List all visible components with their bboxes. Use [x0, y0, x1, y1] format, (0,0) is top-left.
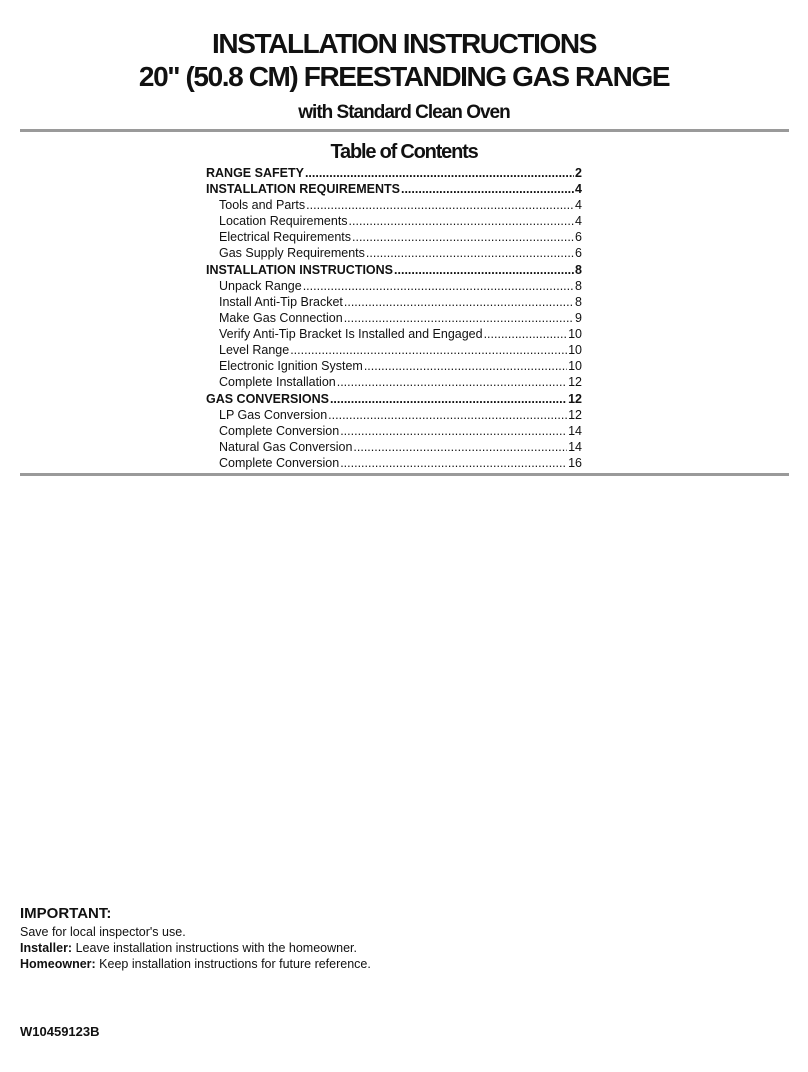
homeowner-text: Keep installation instructions for future reference. [95, 957, 371, 971]
table-of-contents [206, 165, 582, 471]
toc-entry-complete-conversion-lp[interactable] [206, 423, 582, 439]
document-code: W10459123B [20, 1024, 100, 1039]
toc-entry-label: RANGE SAFETY [206, 166, 304, 180]
toc-entry-tools-and-parts[interactable] [206, 197, 582, 213]
toc-entry-label: GAS CONVERSIONS [206, 392, 329, 406]
bottom-divider [20, 473, 789, 476]
toc-dot-leader [328, 407, 567, 423]
toc-entry-installation-requirements[interactable] [206, 181, 582, 197]
toc-entry-install-anti-tip-bracket[interactable] [206, 294, 582, 310]
toc-dot-leader [349, 213, 575, 229]
toc-entry-page: 12 [568, 375, 582, 389]
toc-entry-label: Complete Conversion [219, 456, 340, 470]
toc-dot-leader [366, 245, 574, 261]
toc-entry-unpack-range[interactable] [206, 278, 582, 294]
toc-entry-verify-anti-tip-bracket[interactable] [206, 326, 582, 342]
toc-entry-label: Natural Gas Conversion [219, 440, 353, 454]
toc-entry-label: Electronic Ignition System [219, 359, 363, 373]
toc-entry-page: 10 [568, 359, 582, 373]
installer-note [20, 940, 720, 956]
toc-entry-label: Make Gas Connection [219, 311, 343, 325]
toc-entry-gas-supply-requirements[interactable] [206, 245, 582, 261]
toc-entry-page: 8 [575, 279, 582, 293]
toc-entry-natural-gas-conversion[interactable] [206, 439, 582, 455]
toc-entry-page: 14 [568, 424, 582, 438]
toc-dot-leader [394, 262, 574, 278]
toc-dot-leader [364, 358, 567, 374]
toc-entry-label: Level Range [219, 343, 290, 357]
title-line-2: 20" (50.8 CM) FREESTANDING GAS RANGE [138, 61, 670, 92]
toc-entry-page: 2 [575, 166, 582, 180]
toc-entry-label: Complete Installation [219, 375, 336, 389]
toc-entry-complete-installation[interactable] [206, 374, 582, 390]
installer-text: Leave installation instructions with the homeowner. [72, 941, 357, 955]
toc-entry-label: Location Requirements [219, 214, 348, 228]
toc-dot-leader [303, 278, 574, 294]
inspector-note: Save for local inspector's use. [20, 925, 186, 939]
toc-entry-label: LP Gas Conversion [219, 408, 328, 422]
toc-entry-label: Complete Conversion [219, 424, 340, 438]
toc-dot-leader [340, 455, 567, 471]
toc-entry-label: INSTALLATION REQUIREMENTS [206, 182, 400, 196]
important-heading: IMPORTANT: [20, 905, 112, 922]
toc-entry-page: 8 [575, 263, 582, 277]
toc-title: Table of Contents [330, 141, 478, 163]
toc-entry-label: Install Anti-Tip Bracket [219, 295, 343, 309]
toc-dot-leader [484, 326, 568, 342]
top-divider [20, 129, 789, 132]
toc-entry-page: 4 [575, 182, 582, 196]
toc-dot-leader [330, 391, 567, 407]
toc-dot-leader [344, 294, 574, 310]
toc-entry-page: 12 [568, 392, 582, 406]
toc-entry-page: 9 [575, 311, 582, 325]
toc-entry-label: Unpack Range [219, 279, 302, 293]
toc-entry-page: 10 [568, 327, 582, 341]
toc-dot-leader [306, 197, 574, 213]
toc-entry-label: Electrical Requirements [219, 230, 351, 244]
toc-entry-page: 8 [575, 295, 582, 309]
toc-entry-range-safety[interactable] [206, 165, 582, 181]
toc-dot-leader [344, 310, 574, 326]
important-notice [20, 905, 720, 972]
toc-entry-page: 6 [575, 246, 582, 260]
toc-entry-make-gas-connection[interactable] [206, 310, 582, 326]
toc-dot-leader [352, 229, 574, 245]
homeowner-note [20, 956, 720, 972]
toc-dot-leader [401, 181, 574, 197]
toc-entry-gas-conversions[interactable] [206, 391, 582, 407]
toc-entry-page: 4 [575, 214, 582, 228]
toc-entry-label: INSTALLATION INSTRUCTIONS [206, 263, 394, 277]
toc-dot-leader [340, 423, 567, 439]
toc-entry-level-range[interactable] [206, 342, 582, 358]
toc-dot-leader [290, 342, 567, 358]
toc-entry-label: Tools and Parts [219, 198, 306, 212]
toc-entry-installation-instructions[interactable] [206, 262, 582, 278]
toc-entry-page: 16 [568, 456, 582, 470]
toc-entry-label: Verify Anti-Tip Bracket Is Installed and Engaged [219, 327, 483, 341]
toc-entry-electronic-ignition-system[interactable] [206, 358, 582, 374]
toc-entry-page: 6 [575, 230, 582, 244]
toc-entry-electrical-requirements[interactable] [206, 229, 582, 245]
toc-entry-page: 12 [568, 408, 582, 422]
toc-entry-lp-gas-conversion[interactable] [206, 407, 582, 423]
toc-entry-location-requirements[interactable] [206, 213, 582, 229]
subtitle: with Standard Clean Oven [298, 102, 510, 123]
toc-entry-page: 14 [568, 440, 582, 454]
toc-dot-leader [305, 165, 574, 181]
toc-dot-leader [337, 374, 567, 390]
toc-entry-label: Gas Supply Requirements [219, 246, 365, 260]
title-line-1: INSTALLATION INSTRUCTIONS [212, 28, 596, 59]
toc-entry-complete-conversion-natural[interactable] [206, 455, 582, 471]
toc-entry-page: 10 [568, 343, 582, 357]
installer-label: Installer: [20, 941, 73, 955]
homeowner-label: Homeowner: [20, 957, 96, 971]
toc-dot-leader [353, 439, 567, 455]
toc-entry-page: 4 [575, 198, 582, 212]
